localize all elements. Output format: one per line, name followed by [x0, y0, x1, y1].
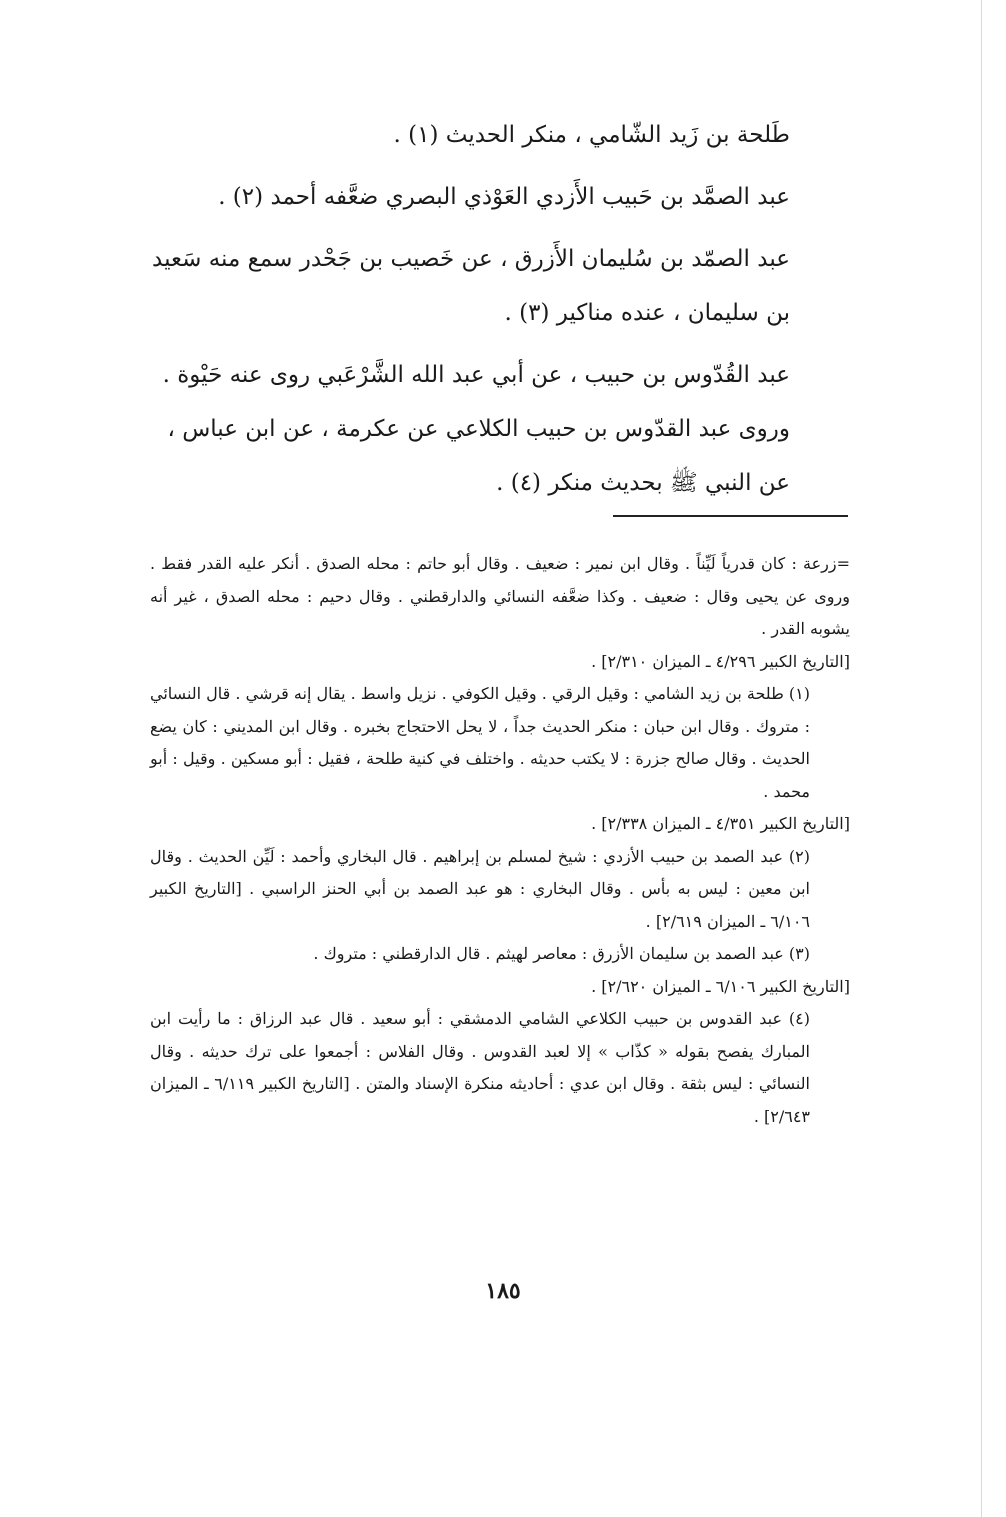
footnote-1: (١) طلحة بن زيد الشامي : وقيل الرقي . وقيل الكوفي . نزيل واسط . يقال إنه قرشي . قال النسائي : متروك . وقال ابن حبان : منكر الحديث جداً ، لا يحل الاحتجاج بخبره . وقال ابن المديني : كان يضع الحديث . وقال صالح جزرة : لا يكتب حديثه . واختلف في كنية طلحة ، فقيل : أبو مسكين . وقيل : أبو محمد .: [150, 684, 811, 801]
footnote-reference: [التاريخ الكبير ٤/٢٩٦ ـ الميزان ٢/٣١٠] .: [591, 651, 850, 671]
page-number: ١٨٥: [485, 1278, 521, 1304]
footnote-4: (٤) عبد القدوس بن حبيب الكلاعي الشامي الدمشقي : أبو سعيد . قال عبد الرزاق : ما رأيت ابن المبارك يفصح بقوله « كذّاب » إلا لعبد القدوس . وقال الفلاس : أجمعوا على ترك حديثه . وقال النسائي : ليس بثقة . وقال ابن عدي : أحاديثه منكرة الإسناد والمتن . [التاريخ الكبير ٦/١١٩ ـ الميزان ٢/٦٤٣] .: [150, 1009, 811, 1126]
footnote-3: (٣) عبد الصمد بن سليمان الأزرق : معاصر لهيثم . قال الدارقطني : متروك .: [313, 944, 810, 963]
entry-abd-al-quddus: عبد القُدّوس بن حبيب ، عن أبي عبد الله الشَّرْعَبي روى عنه حَيْوة . وروى عبد القدّوس بن حبيب الكلاعي عن عكرمة ، عن ابن عباس ، عن النبي ﷺ بحديث منكر (٤) .: [162, 362, 790, 496]
entry-abd-al-samad-sulayman: عبد الصمّد بن سُليمان الأَزرق ، عن خَصيب بن جَحْدر سمع منه سَعيد بن سليمان ، عنده مناكير (٣) .: [152, 246, 790, 326]
footnotes: [150, 548, 850, 1133]
footnote-2: (٢) عبد الصمد بن حبيب الأزدي : شيخ لمسلم بن إبراهيم . قال البخاري وأحمد : لَيِّن الحديث . وقال ابن معين : ليس به بأس . وقال البخاري : هو عبد الصمد بن أبي الحنز الراسبي . [التاريخ الكبير ٦/١٠٦ ـ الميزان ٢/٦١٩] .: [150, 846, 810, 931]
footnote-reference: [التاريخ الكبير ٦/١٠٦ ـ الميزان ٢/٦٢٠] .: [591, 976, 850, 996]
footnote-separator: [613, 515, 848, 517]
main-text: [150, 108, 790, 518]
footnote-reference: [التاريخ الكبير ٤/٣٥١ ـ الميزان ٢/٣٣٨] .: [591, 814, 850, 833]
entry-talha: طَلحة بن زَيد الشّامي ، منكر الحديث (١) .: [393, 122, 790, 148]
footnote-continuation: =زرعة : كان قدرياً لَيِّناً . وقال ابن نمير : ضعيف . وقال أبو حاتم : محله الصدق . أنكر عليه القدر فقط . وروى عن يحيى وقال : ضعيف . وكذا ضعَّفه النسائي والدارقطني . وقال دحيم : محله الصدق ، غير أنه يشوبه القدر .: [150, 554, 850, 638]
entry-abd-al-samad-habib: عبد الصمَّد بن حَبيب الأَزدي العَوْذي البصري ضعَّفه أحمد (٢) .: [218, 184, 790, 210]
